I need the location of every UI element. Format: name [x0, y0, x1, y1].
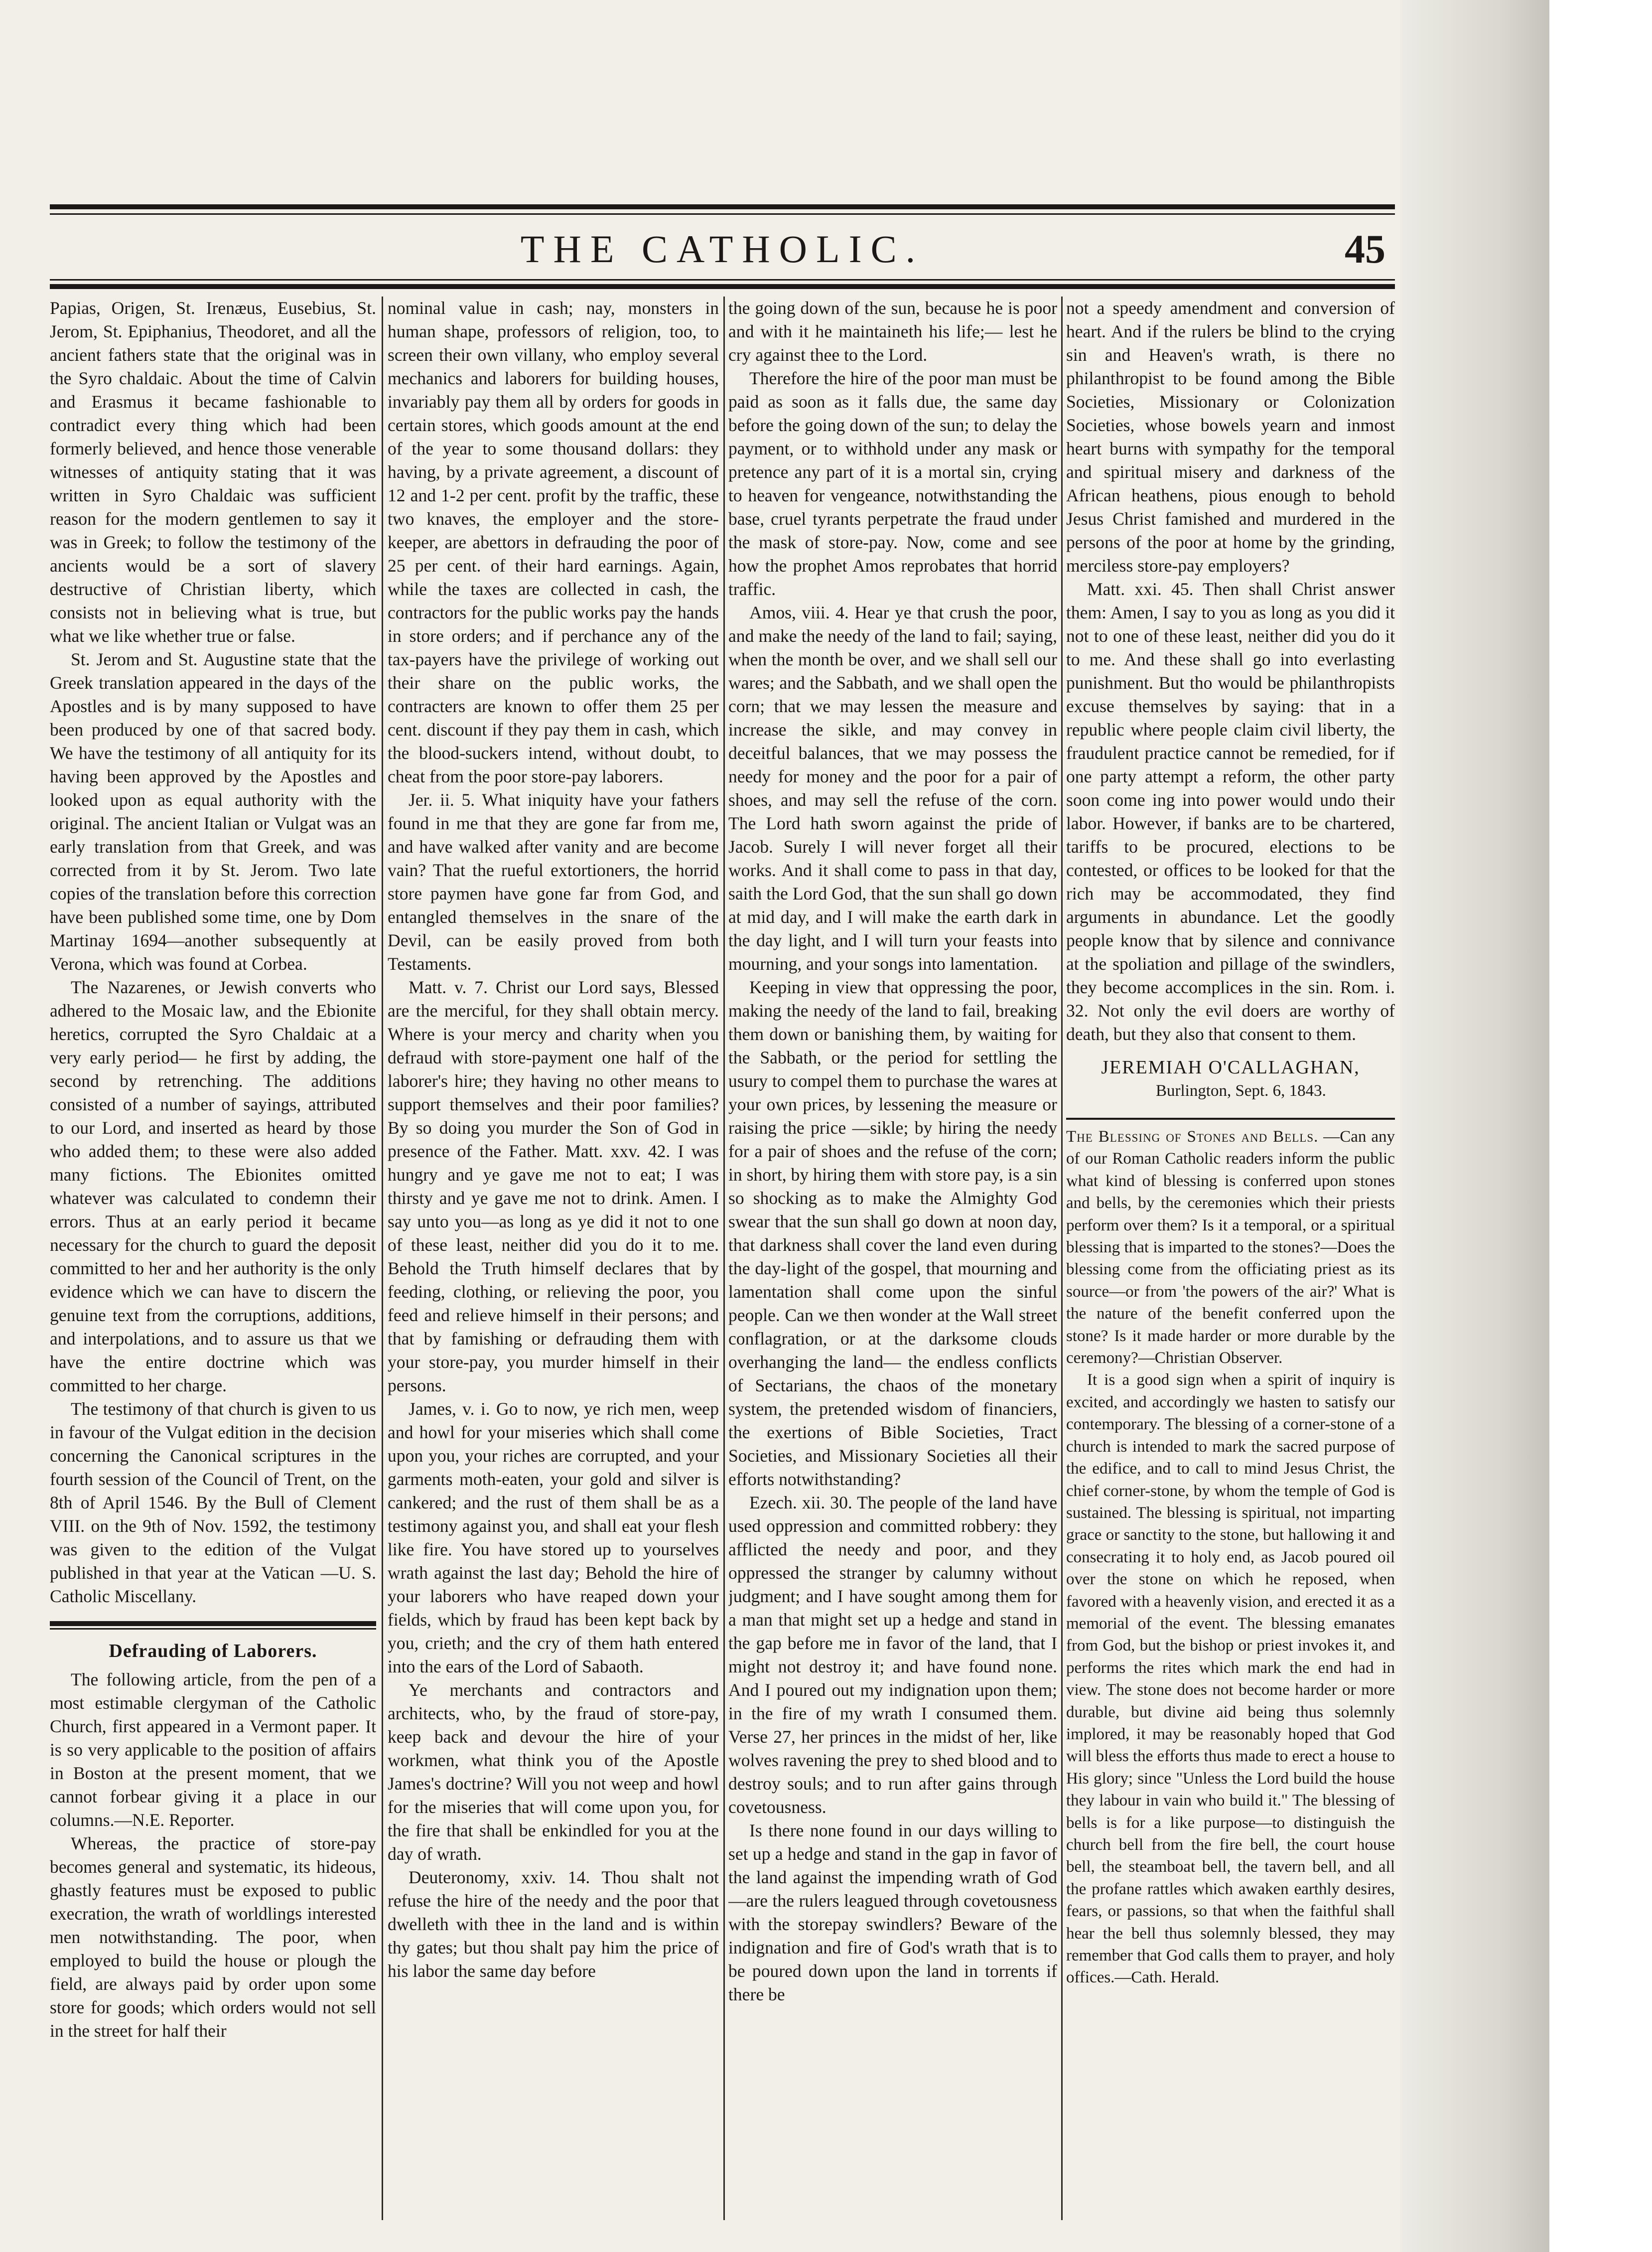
article-divider-thin [50, 1628, 376, 1630]
paragraph: The testimony of that church is given to us in favour of the Vulgat edition in the decision concerning the Canonical scriptures in the fourth session of the Council of Trent, on the 8th of April 1546. By the Bull of Clement VIII. on the 9th of Nov. 1592, the testimony was given to the edition of the Vulgat published in that year at the Vatican —U. S. Catholic Miscellany. [50, 1399, 376, 1606]
header-rule-bottom-thin [50, 279, 1395, 281]
paragraph: The Nazarenes, or Jewish converts who adhered to the Mosaic law, and the Ebionite heretics, corrupted the Syro Chaldaic at a very early period— he first by adding, the second by retrenching. The additions consisted of a number of sayings, attributed to our Lord, and inserted as heard by those who added them; to these were also added many fictions. The Ebionites omitted whatever was calculated to condemn their errors. Thus at an early period it became necessary for the church to guard the deposit committed to her and her authority is the only evidence which we can have to discern the genuine text from the corruptions, additions, and interpolations, and to assure us that we have the entire doctrine which was committed to her charge. [50, 977, 376, 1395]
header-rule-top [50, 204, 1395, 209]
article-heading: Defrauding of Laborers. [109, 1641, 317, 1661]
article-divider [50, 1621, 376, 1626]
column-4 [1066, 297, 1395, 2220]
paragraph: Jer. ii. 5. What iniquity have your fathers found in me that they are gone far from me, and have walked after vanity and are become vain? That the rueful extortioners, the horrid store paymen have gone far from God, and entangled themselves in the snare of the Devil, can be easily proved from both Testaments. [388, 790, 719, 974]
paragraph: Amos, viii. 4. Hear ye that crush the poor, and make the needy of the land to fail; saying, when the month be over, and we shall sell our wares; and the Sabbath, and we shall open the corn; that we may lessen the measure and increase the sikle, and may convey in deceitful balances, that we may possess the needy for money and the poor for a pair of shoes, and may sell the refuse of the corn. The Lord hath sworn against the pride of Jacob. Surely I will never forget all their works. And it shall come to pass in that day, saith the Lord God, that the sun shall go down at mid day, and I will make the earth dark in the day light, and I will turn your feasts into mourning, and your songs into lamentation. [728, 602, 1057, 974]
paragraph [1066, 1126, 1395, 1369]
paragraph: Ezech. xii. 30. The people of the land have used oppression and committed robbery: they afflicted the needy and poor, and they oppressed the stranger by calumny without judgment; and I have sought among them for a man that might set up a hedge and stand in the gap before me in favor of the land, that I might not destroy it; and have found none. And I poured out my indignation upon them; in the fire of my wrath I consumed them. Verse 27, her princes in the midst of her, like wolves ravening the prey to shed blood and to destroy souls; and to run after gains through covetousness. [728, 1493, 1057, 1817]
article-blessing [1066, 1126, 1395, 1989]
paragraph: the going down of the sun, because he is poor and with it he maintaineth his life;— lest he cry against thee to the Lord. [728, 298, 1057, 365]
paragraph: nominal value in cash; nay, monsters in human shape, professors of religion, too, to screen their own villany, who employ several mechanics and laborers for building houses, invariably pay them all by orders for goods in certain stores, which goods amount at the end of the year to some thousand dollars: they having, by a private agreement, a discount of 12 and 1-2 per cent. profit by the traffic, these two knaves, the employer and the store-keeper, are abettors in defrauding the poor of 25 per cent. of their hard earnings. Again, while the taxes are collected in cash, the contractors for the public works pay the hands in store orders; and if perchance any of the tax-payers have the privilege of working out their share on the public works, the contracters are known to offer them 25 per cent. discount if they pay them in cash, which the blood-suckers intend, without doubt, to cheat from the poor store-pay laborers. [388, 298, 719, 786]
paragraph: not a speedy amendment and conversion of heart. And if the rulers be blind to the crying sin and Heaven's wrath, is there no philanthropist to be found among the Bible Societies, Missionary or Colonization Societies, whose bowels yearn and inmost heart burns with sympathy for the temporal and spiritual misery and darkness of the African heathens, pious enough to behold Jesus Christ famished and murdered in the persons of the poor at home by the grinding, merciless store-pay employers? [1066, 298, 1395, 576]
signature-name: JEREMIAH O'CALLAGHAN, [1101, 1057, 1360, 1078]
paragraph: The following article, from the pen of a most estimable clergyman of the Catholic Church, first appeared in a Vermont paper. It is so very applicable to the position of affairs in Boston at the present moment, that we cannot forbear giving it a place in our columns.—N.E. Reporter. [50, 1669, 376, 1830]
page-number: 45 [1345, 226, 1385, 272]
header-rule-bottom [50, 284, 1395, 289]
paragraph: It is a good sign when a spirit of inquiry is excited, and accordingly we hasten to satisfy our contemporary. The blessing of a corner-stone of a church is intended to mark the sacred purpose of the edifice, and to call to mind Jesus Christ, the chief corner-stone, by whom the temple of God is sustained. The blessing is spiritual, not imparting grace or sanctity to the stone, but hallowing it and consecrating it to holy end, as Jacob poured oil over the stone on which he reposed, when favored with a heavenly vision, and erected it as a memorial of the event. The blessing emanates from God, but the bishop or priest invokes it, and performs the rites which mark the end had in view. The stone does not become harder or more durable, but divine aid being thus solemnly implored, it may be reasonably hoped that God will bless the efforts thus made to erect a house to His glory; since "Unless the Lord build the house they labour in vain who build it." The blessing of bells is for a like purpose—to distinguish the church bell from the fire bell, the court house bell, the steamboat bell, the tavern bell, and all the profane rattles which awaken earthly desires, fears, or passions, so that when the faithful shall hear the bell thus solemnly blessed, they may remember that God calls them to prayer, and holy offices.—Cath. Herald. [1066, 1371, 1395, 1987]
column-2 [388, 297, 719, 2220]
page-edge-shadow [1400, 0, 1652, 2252]
column-separator [382, 297, 383, 2220]
article-lead: —Can any of our Roman Catholic readers inform the public what kind of blessing is conferred upon stones and bells, by the ceremonies which their priests perform over them? Is it a temporal, or a spiritual blessing that is imparted to the stones?—Does the blessing come from the officiating priest as its source—or from 'the powers of the air?' What is the nature of the benefit conferred upon the stone? Is it made harder or more durable by the ceremony?—Christian Observer. [1066, 1128, 1395, 1367]
paragraph: Papias, Origen, St. Irenæus, Eusebius, St. Jerom, St. Epiphanius, Theodoret, and all the ancient fathers state that the original was in the Syro chaldaic. About the time of Calvin and Erasmus it became fashionable to contradict every thing which had been formerly believed, and hence those venerable witnesses of antiquity stating that it was written in Syro Chaldaic was sufficient reason for the modern gentlemen to say it was in Greek; to follow the testimony of the ancients would be a sort of slavery destructive of Christian liberty, which consists not in believing what is true, but what we like whether true or false. [50, 298, 376, 646]
running-title: THE CATHOLIC. [520, 227, 925, 271]
column-separator [723, 297, 725, 2220]
paragraph: Keeping in view that oppressing the poor, making the needy of the land to fail, breaking them down or banishing them, by waiting for the Sabbath, or the period for settling the usury to compel them to purchase the wares at your own prices, by lessening the measure or raising the price —sikle; by hiring the needy for a pair of shoes and the refuse of the corn; in short, by hiring them with store pay, is a sin so shocking as to make the Almighty God swear that the sun shall go down at noon day, that darkness shall cover the land even during the day-light of the gospel, that mourning and lamentation shall come upon the sinful people. Can we then wonder at the Wall street conflagration, or at the darksome clouds overhanging the land— the endless conflicts of Sectarians, the chaos of the monetary system, the pretended wisdom of financiers, the exertions of Bible Societies, Tract Societies, and Missionary Societies all their efforts notwithstanding? [728, 977, 1057, 1489]
paragraph: Matt. v. 7. Christ our Lord says, Blessed are the merciful, for they shall obtain mercy. Where is your mercy and charity when you defraud with store-payment one half of the laborer's hire; they having no other means to support themselves and their poor families? By so doing you murder the Son of God in presence of the Father. Matt. xxv. 42. I was hungry and ye gave me not to eat; I was thirsty and ye gave me not to drink. Amen. I say unto you—as long as ye did it not to one of these least, neither did you do it to me. Behold the Truth himself declares that by feeding, clothing, or relieving the poor, you feed and relieve himself in their persons; and that by famishing or defrauding them with your store-pay, you murder himself in their persons. [388, 977, 719, 1395]
column-separator [1061, 297, 1063, 2220]
article-divider [1066, 1118, 1395, 1120]
paragraph: Deuteronomy, xxiv. 14. Thou shalt not refuse the hire of the needy and the poor that dwelleth with thee in the land and is within thy gates; but thou shalt pay him the price of his labor the same day before [388, 1867, 719, 1981]
article-title: The Blessing of Stones and Bells. [1066, 1128, 1319, 1146]
paragraph: St. Jerom and St. Augustine state that the Greek translation appeared in the days of the Apostles and is by many supposed to have been produced by one of that sacred body. We have the testimony of all antiquity for its having been approved by the Apostles and looked upon as equal authority with the original. The ancient Italian or Vulgat was an early translation from that Greek, and was corrected from it by St. Jerom. Two late copies of the translation before this correction have been published some time, one by Dom Martinay 1694—another subsequently at Verona, which was found at Corbea. [50, 649, 376, 974]
signature-place: Burlington, Sept. 6, 1843. [1156, 1082, 1326, 1100]
paragraph: James, v. i. Go to now, ye rich men, weep and howl for your miseries which shall come upon you, your riches are corrupted, and your garments moth-eaten, your gold and silver is cankered; and the rust of them shall be as a testimony against you, and shall eat your flesh like fire. You have stored up to yourselves wrath against the last day; Behold the hire of your laborers who have reaped down your fields, which by fraud has been kept back by you, crieth; and the cry of them hath entered into the ears of the Lord of Sabaoth. [388, 1399, 719, 1676]
paragraph: Is there none found in our days willing to set up a hedge and stand in the gap in favor of the land against the impending wrath of God—are the rulers leagued through covetousness with the storepay swindlers? Beware of the indignation and fire of God's wrath that is to be poured down upon the land in torrents if there be [728, 1820, 1057, 2004]
column-1 [50, 297, 376, 2220]
paragraph: Whereas, the practice of store-pay becomes general and systematic, its hideous, ghastly features must be exposed to public execration, the wrath of worldlings interested men notwithstanding. The poor, when employed to build the house or plough the field, are always paid by order upon some store for goods; which orders would not sell in the street for half their [50, 1833, 376, 2041]
column-3 [728, 297, 1057, 2220]
paragraph: Therefore the hire of the poor man must be paid as soon as it falls due, the same day before the going down of the sun; to delay the payment, or to withhold under any mask or pretence any part of it is a mortal sin, crying to heaven for vengeance, notwithstanding the base, cruel tyrants perpetrate the fraud under the mask of store-pay. Now, come and see how the prophet Amos reprobates that horrid traffic. [728, 368, 1057, 599]
header-rule-top-thin [50, 213, 1395, 215]
paragraph: Matt. xxi. 45. Then shall Christ answer them: Amen, I say to you as long as you did it not to one of these least, neither did you do it to me. And these shall go into everlasting punishment. But tho would be philanthropists excuse themselves by saying: that in a republic where people claim civil liberty, the fraudulent practice cannot be remedied, for if one party attempt a reform, the other party soon come ing into power would undo their labor. However, if banks are to be chartered, tariffs to be procured, elections to be contested, or offices to be looked for that the rich may be accommodated, they find arguments in abundance. Let the goodly people know that by silence and connivance at the spoliation and pillage of the swindlers, they become accomplices in the sin. Rom. i. 32. Not only the evil doers are worthy of death, but they also that consent to them. [1066, 579, 1395, 1044]
paragraph: Ye merchants and contractors and architects, who, by the fraud of store-pay, keep back and devour the hire of your workmen, what think you of the Apostle James's doctrine? Will you not weep and howl for the miseries that will come upon you, for the fire that shall be enkindled for you at the day of wrath. [388, 1680, 719, 1864]
